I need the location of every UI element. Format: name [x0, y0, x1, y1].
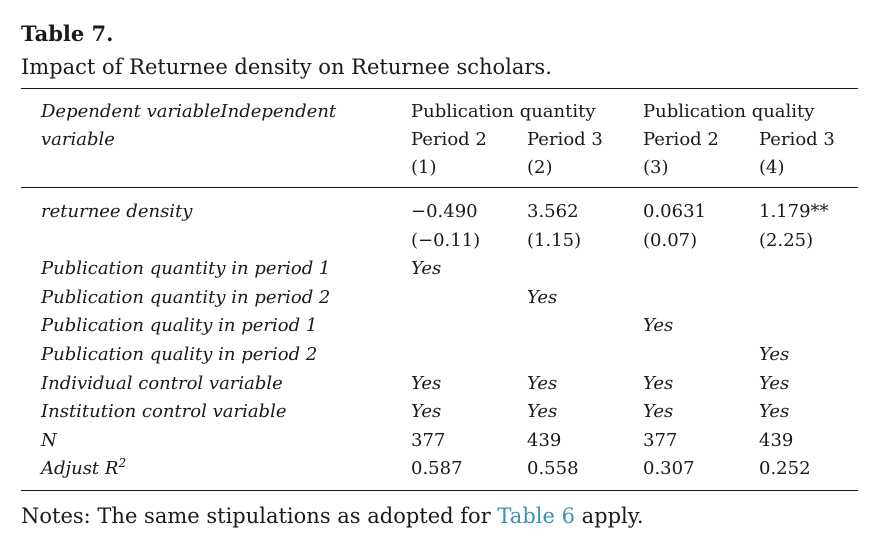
coefficient-col2: 3.562: [527, 201, 579, 222]
table-notes: [21, 502, 644, 530]
r2-value-col1: 0.587: [411, 458, 463, 479]
control-value: Yes: [643, 401, 674, 422]
r-squared-superscript: 2: [118, 456, 127, 470]
r2-value-col3: 0.307: [643, 458, 695, 479]
notes-prefix: Notes: The same stipulations as adopted for: [21, 504, 498, 528]
row-label-returnee-density: returnee density: [41, 201, 193, 222]
table-caption: Impact of Returnee density on Returnee scholars.: [21, 55, 552, 79]
column-number-4: (4): [759, 157, 785, 178]
row-label-individual-control: Individual control variable: [41, 373, 283, 394]
row-label-quantity-period2: Publication quantity in period 2: [41, 287, 331, 308]
control-value: Yes: [411, 373, 442, 394]
table-6-link[interactable]: Table 6: [497, 504, 575, 528]
stub-header-line2: variable: [41, 129, 115, 150]
r2-value-col2: 0.558: [527, 458, 579, 479]
stub-header-line1: Dependent variableIndependent: [41, 101, 337, 122]
control-value: Yes: [759, 373, 790, 394]
t-stat-col3: (0.07): [643, 230, 698, 251]
r2-value-col4: 0.252: [759, 458, 811, 479]
control-value: Yes: [527, 373, 558, 394]
column-number-3: (3): [643, 157, 669, 178]
table-bottom-rule: [21, 490, 858, 491]
coefficient-col4: 1.179**: [759, 201, 829, 222]
coefficient-col1: −0.490: [411, 201, 478, 222]
t-stat-col2: (1.15): [527, 230, 582, 251]
t-stat-col1: (−0.11): [411, 230, 481, 251]
period-header-col4: Period 3: [759, 129, 835, 150]
adjust-r-text: Adjust R: [41, 458, 119, 479]
control-value: Yes: [759, 344, 790, 365]
n-value-col3: 377: [643, 430, 678, 451]
control-value: Yes: [643, 315, 674, 336]
table-header-rule: [21, 187, 858, 188]
n-value-col1: 377: [411, 430, 446, 451]
row-label-quality-period1: Publication quality in period 1: [41, 315, 318, 336]
control-value: Yes: [411, 401, 442, 422]
control-value: Yes: [643, 373, 674, 394]
control-value: Yes: [411, 258, 442, 279]
row-label-quality-period2: Publication quality in period 2: [41, 344, 318, 365]
n-value-col4: 439: [759, 430, 794, 451]
control-value: Yes: [527, 401, 558, 422]
n-value-col2: 439: [527, 430, 562, 451]
group-header-publication-quantity: Publication quantity: [411, 101, 596, 122]
group-header-publication-quality: Publication quality: [643, 101, 815, 122]
row-label-quantity-period1: Publication quantity in period 1: [41, 258, 331, 279]
table-title: Table 7.: [21, 21, 114, 46]
coefficient-col3: 0.0631: [643, 201, 706, 222]
notes-suffix: apply.: [574, 504, 644, 528]
row-label-adjust-r2: [41, 456, 126, 482]
row-label-institution-control: Institution control variable: [41, 401, 287, 422]
period-header-col1: Period 2: [411, 129, 487, 150]
table-top-rule: [21, 88, 858, 89]
period-header-col3: Period 2: [643, 129, 719, 150]
period-header-col2: Period 3: [527, 129, 603, 150]
column-number-2: (2): [527, 157, 553, 178]
control-value: Yes: [527, 287, 558, 308]
row-label-n: N: [41, 430, 57, 451]
column-number-1: (1): [411, 157, 437, 178]
control-value: Yes: [759, 401, 790, 422]
t-stat-col4: (2.25): [759, 230, 814, 251]
